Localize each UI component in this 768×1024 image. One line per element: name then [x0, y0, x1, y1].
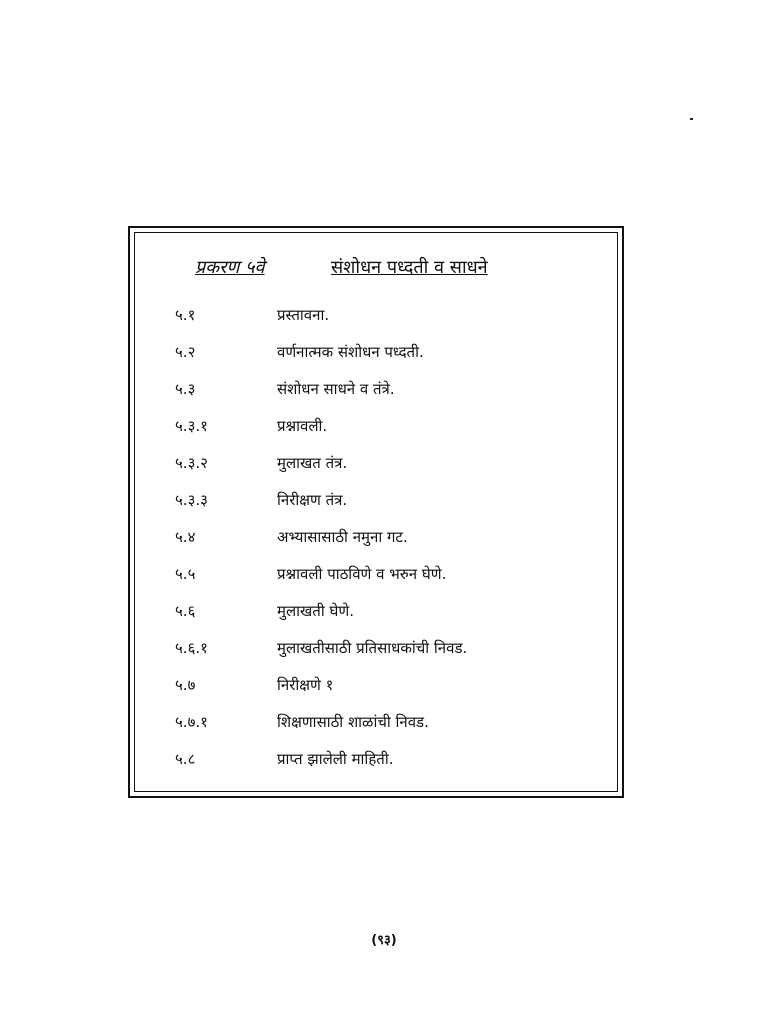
toc-row: [135, 527, 617, 564]
toc-number: ५.६: [175, 602, 196, 620]
toc-number: ५.८: [175, 750, 196, 768]
toc-number: ५.७: [175, 676, 196, 694]
toc-text: मुलाखतीसाठी प्रतिसाधकांची निवड.: [277, 639, 468, 657]
scan-speck: [690, 118, 693, 120]
toc-row: [135, 601, 617, 638]
toc-text: निरीक्षण तंत्र.: [277, 491, 348, 509]
toc-text: अभ्यासासाठी नमुना गट.: [277, 528, 408, 546]
toc-text: मुलाखत तंत्र.: [277, 454, 348, 472]
toc-number: ५.३.२: [175, 454, 208, 472]
toc-number: ५.६.१: [175, 639, 208, 657]
toc-text: शिक्षणासाठी शाळांची निवड.: [277, 713, 429, 731]
chapter-label: प्रकरण ५वे: [195, 257, 265, 278]
toc-number: ५.१: [175, 306, 196, 324]
toc-row: [135, 749, 617, 786]
toc-list: [135, 305, 617, 786]
chapter-heading: [135, 255, 617, 285]
toc-row: [135, 712, 617, 749]
toc-text: प्रस्तावना.: [277, 306, 330, 324]
toc-number: ५.३.१: [175, 417, 208, 435]
toc-text: वर्णनात्मक संशोधन पध्दती.: [277, 343, 424, 361]
toc-row: [135, 675, 617, 712]
toc-text: प्राप्त झालेली माहिती.: [277, 750, 394, 768]
toc-frame: [128, 226, 624, 798]
toc-row: [135, 416, 617, 453]
toc-text: प्रश्नावली.: [277, 417, 328, 435]
toc-row: [135, 379, 617, 416]
toc-number: ५.४: [175, 528, 196, 546]
page-number: (९३): [371, 933, 397, 948]
toc-row: [135, 638, 617, 675]
toc-row: [135, 305, 617, 342]
chapter-title: संशोधन पध्दती व साधने: [331, 257, 488, 278]
toc-row: [135, 564, 617, 601]
toc-row: [135, 490, 617, 527]
toc-number: ५.७.१: [175, 713, 208, 731]
toc-frame-inner: [134, 232, 618, 792]
toc-text: संशोधन साधने व तंत्रे.: [277, 380, 395, 398]
toc-row: [135, 453, 617, 490]
toc-text: निरीक्षणे १: [277, 676, 334, 694]
toc-number: ५.३: [175, 380, 196, 398]
toc-number: ५.२: [175, 343, 196, 361]
toc-text: प्रश्नावली पाठविणे व भरुन घेणे.: [277, 565, 447, 583]
toc-number: ५.५: [175, 565, 196, 583]
toc-row: [135, 342, 617, 379]
toc-text: मुलाखती घेणे.: [277, 602, 354, 620]
toc-number: ५.३.३: [175, 491, 208, 509]
